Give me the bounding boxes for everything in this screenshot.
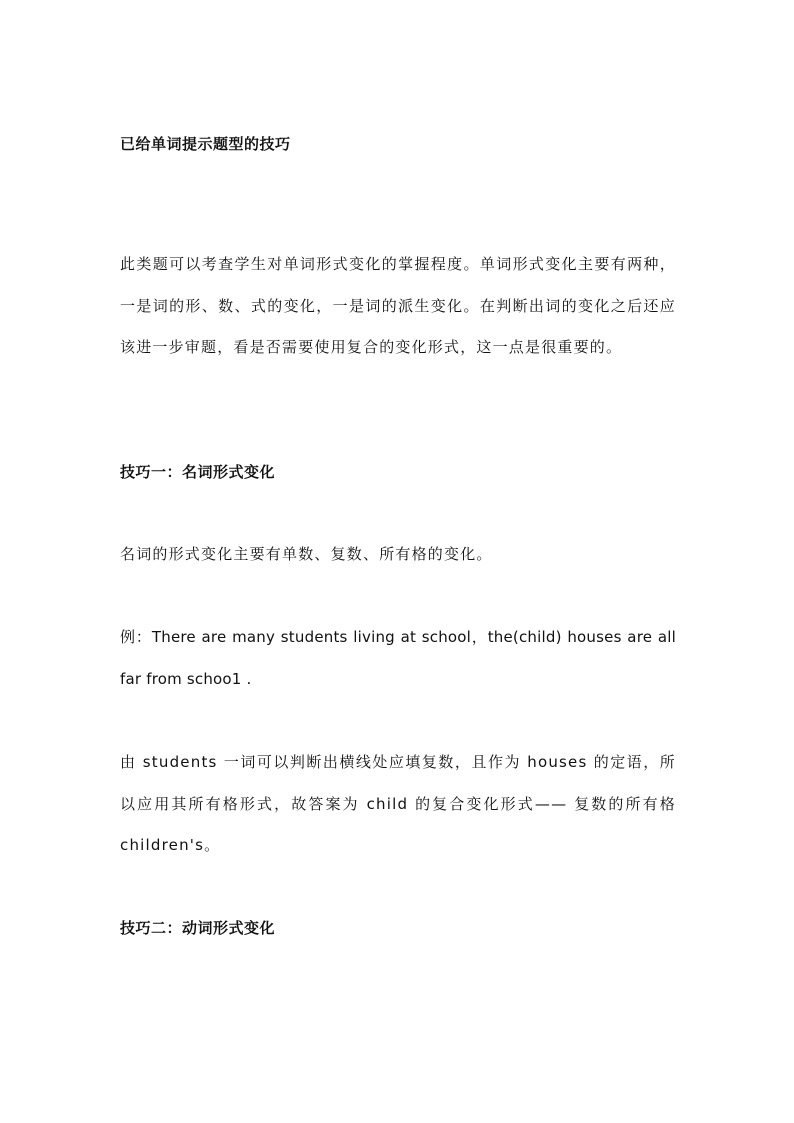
intro-paragraph: 此类题可以考查学生对单词形式变化的掌握程度。单词形式变化主要有两种，一是词的形、数、式的变化，一是词的派生变化。在判断出词的变化之后还应该进一步审题，看是否需要使用复合的变化形式，这一点是很重要的。 <box>120 255 676 356</box>
tip1-example: 例：There are many students living at school，the(child) houses are all far from schoo1 . <box>120 628 676 688</box>
tip1-explanation: 由 students 一词可以判断出横线处应填复数，且作为 houses 的定语，所以应用其所有格形式，故答案为 child 的复合变化形式—— 复数的所有格 children's。 <box>120 753 676 854</box>
tip2-heading: 技巧二：动词形式变化 <box>120 919 276 937</box>
page-title: 已给单词提示题型的技巧 <box>120 135 291 153</box>
tip1-heading: 技巧一：名词形式变化 <box>120 463 276 481</box>
tip1-body: 名词的形式变化主要有单数、复数、所有格的变化。 <box>120 545 493 563</box>
